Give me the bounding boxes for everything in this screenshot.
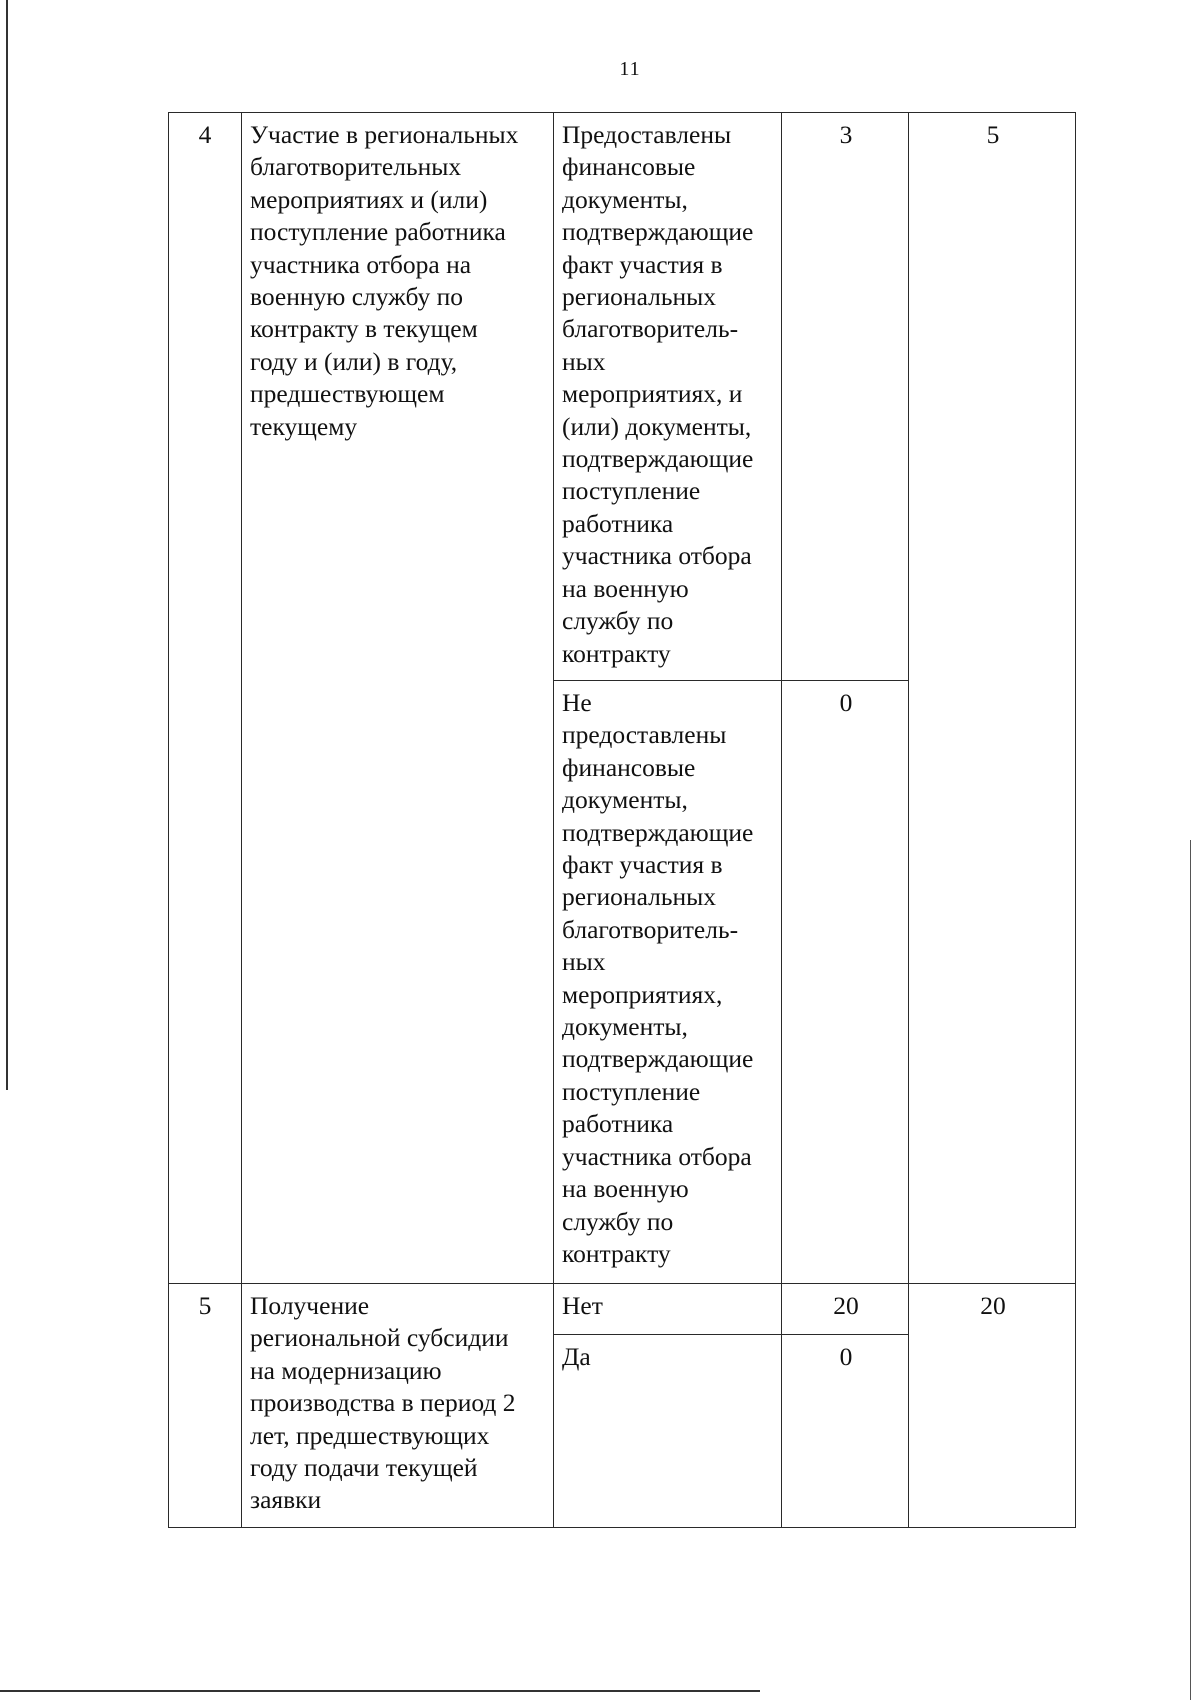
score-value: 0	[782, 681, 909, 1284]
row-number: 5	[169, 1284, 242, 1528]
scan-edge-left	[6, 0, 8, 1090]
max-score-value: 5	[909, 113, 1076, 1284]
table-row	[169, 113, 1076, 681]
score-value: 20	[782, 1284, 909, 1335]
criterion-text: Участие в региональных благотворительных мероприятиях и (или) поступление работника участника отбора на военную службу по контракту в текущем году и (или) в году, предшествующем текущему	[242, 113, 554, 1284]
criterion-text: Получение региональной субсидии на модернизацию производства в период 2 лет, предшествующих году подачи текущей заявки	[242, 1284, 554, 1528]
score-value: 3	[782, 113, 909, 681]
scan-edge-bottom	[0, 1690, 760, 1692]
table-row	[169, 1284, 1076, 1335]
row-number: 4	[169, 113, 242, 1284]
score-value: 0	[782, 1335, 909, 1528]
condition-text: Предоставлены финансовые документы, подтверждающие факт участия в региональных благотворитель- ных мероприятиях, и (или) документы, подтверждающие поступление работника участника отбора на военную службу по контракту	[554, 113, 782, 681]
condition-text: Не предоставлены финансовые документы, подтверждающие факт участия в региональных благотворитель- ных мероприятиях, документы, подтверждающие поступление работника участника отбора на военную службу по контракту	[554, 681, 782, 1284]
criteria-table	[168, 112, 1076, 1528]
page-number: 11	[619, 58, 641, 80]
max-score-value: 20	[909, 1284, 1076, 1528]
scan-edge-right	[1190, 840, 1191, 1700]
condition-text: Нет	[554, 1284, 782, 1335]
condition-text: Да	[554, 1335, 782, 1528]
